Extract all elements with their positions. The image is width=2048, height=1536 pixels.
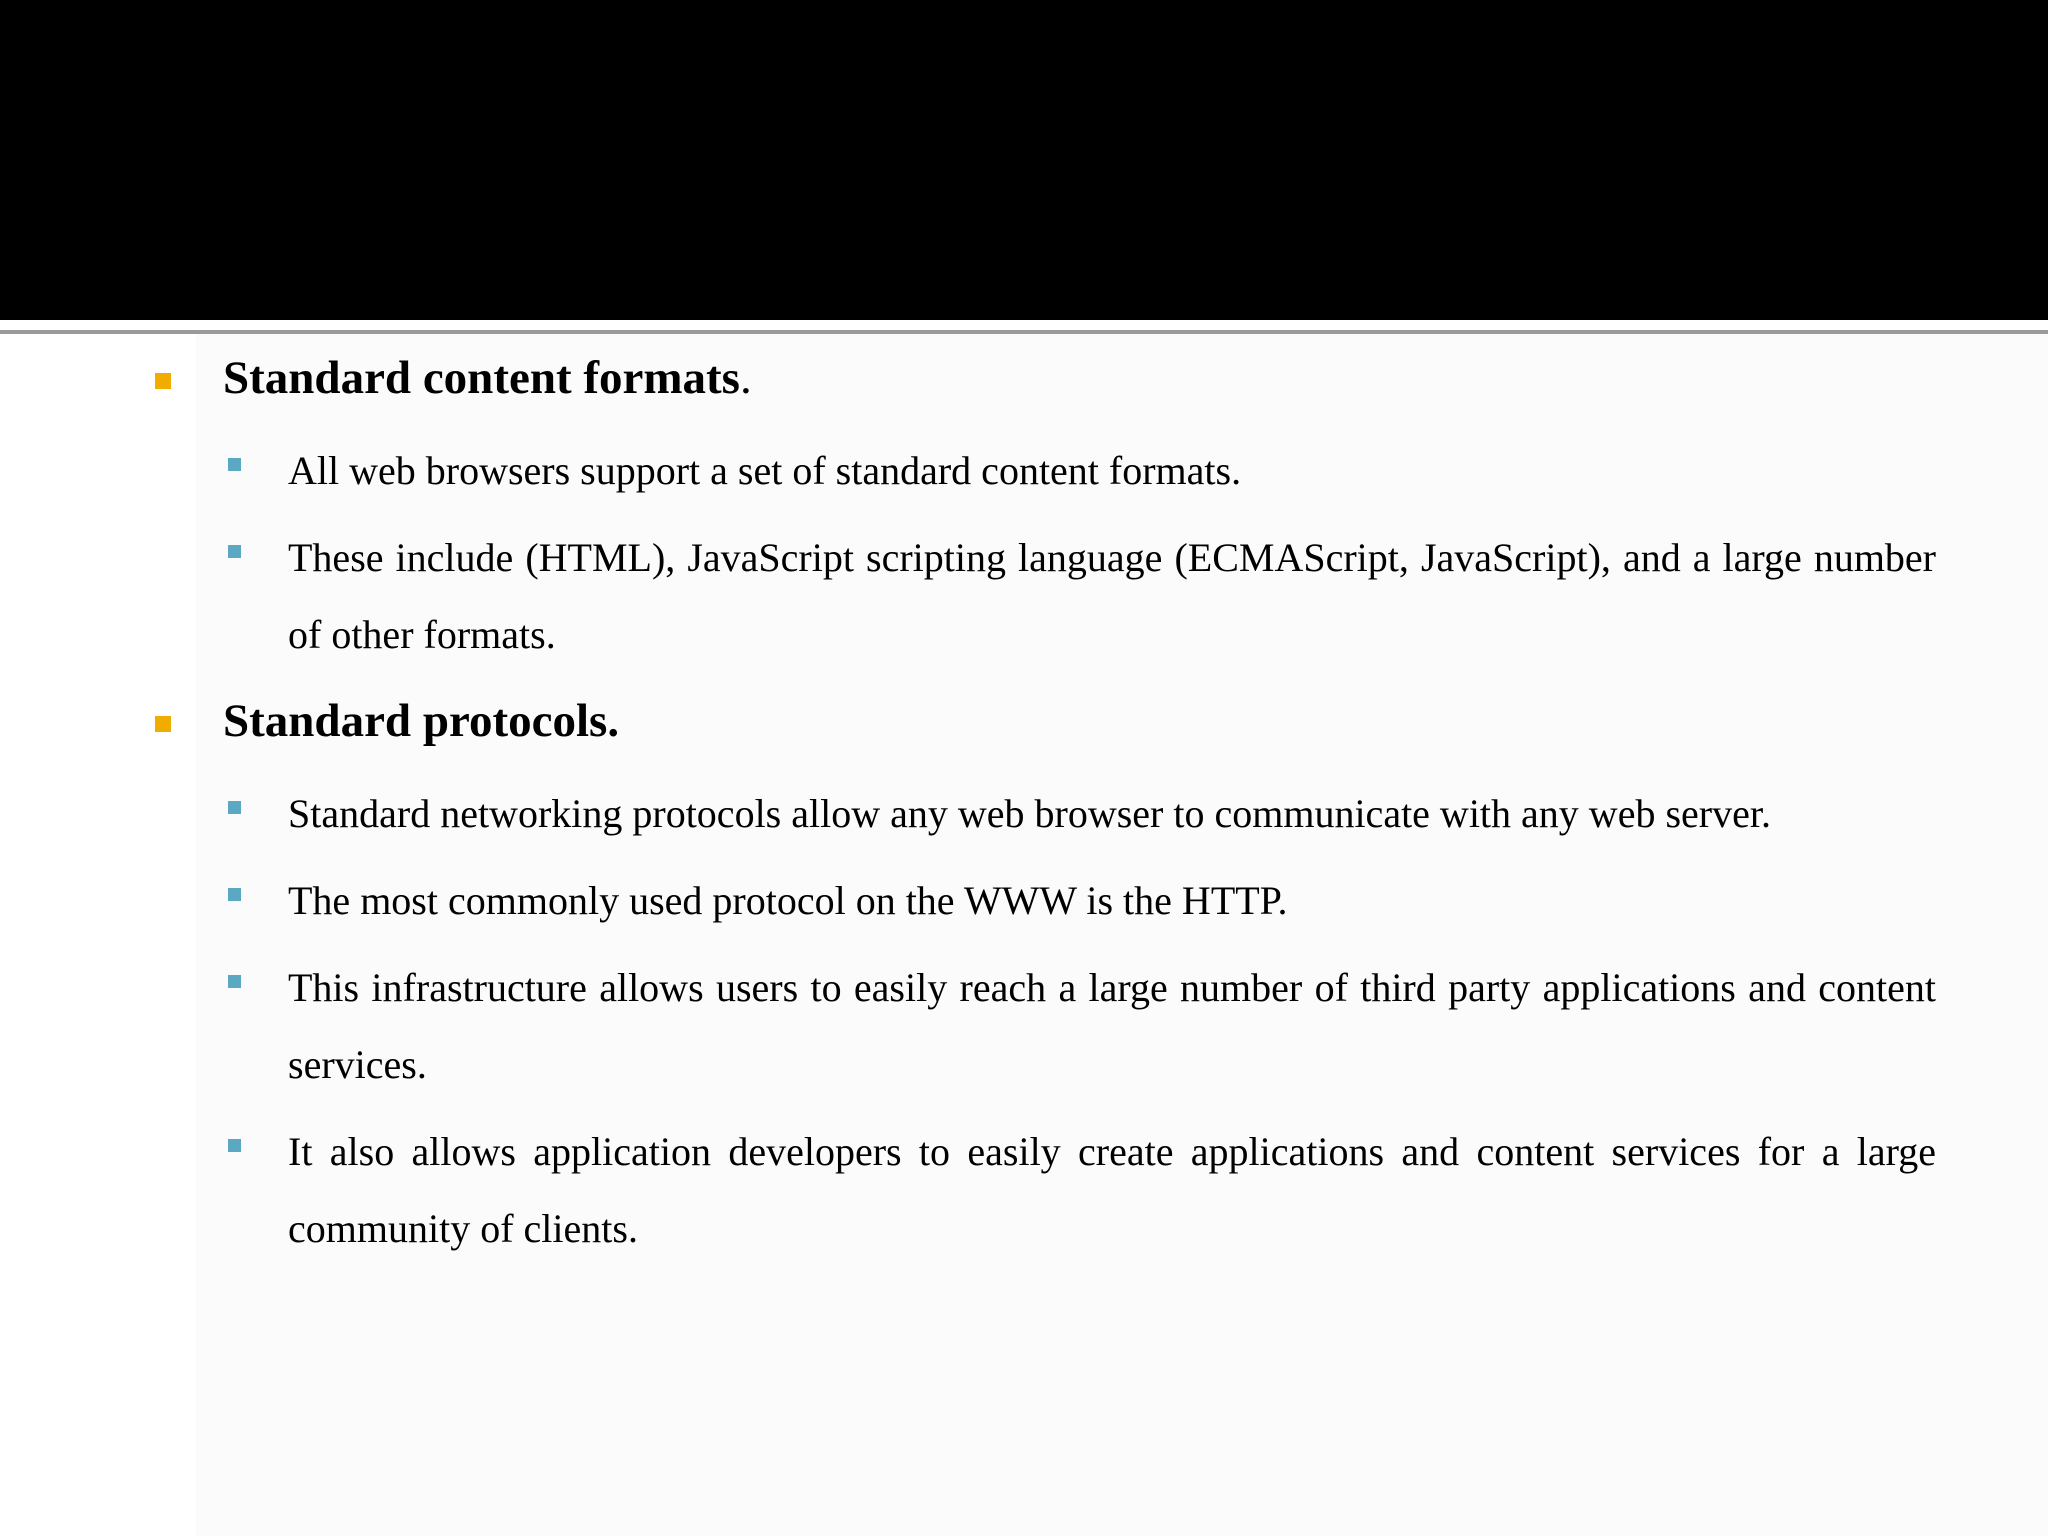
list-item-text: It also allows application developers to easily create applications and content services for a large community of clients. xyxy=(288,1129,1936,1251)
square-bullet-icon xyxy=(228,1139,241,1152)
heading-bold-text: Standard protocols. xyxy=(223,695,620,747)
section-heading xyxy=(223,691,619,751)
section-heading-protocols xyxy=(150,691,1950,751)
title-band xyxy=(0,0,2048,320)
list-item-text: These include (HTML), JavaScript scripting language (ECMAScript, JavaScript), and a large number of other formats. xyxy=(288,535,1936,657)
square-bullet-icon xyxy=(228,801,241,814)
square-bullet-icon xyxy=(155,373,171,389)
list-item-text: The most commonly used protocol on the WWW is the HTTP. xyxy=(288,878,1288,923)
square-bullet-icon xyxy=(228,545,241,558)
heading-bold-text: Standard content formats xyxy=(223,352,740,404)
square-bullet-icon xyxy=(228,458,241,471)
square-bullet-icon xyxy=(228,888,241,901)
square-bullet-icon xyxy=(155,716,171,732)
section-heading xyxy=(223,348,752,408)
title-gap xyxy=(0,320,2048,330)
section-heading-content-formats xyxy=(150,348,1950,408)
heading-suffix: . xyxy=(739,352,752,404)
square-bullet-icon xyxy=(228,975,241,988)
list-item-text: This infrastructure allows users to easily reach a large number of third party applications and content services. xyxy=(288,965,1936,1087)
list-item-text: Standard networking protocols allow any web browser to communicate with any web server. xyxy=(288,791,1771,836)
list-item-text: All web browsers support a set of standard content formats. xyxy=(288,448,1242,493)
